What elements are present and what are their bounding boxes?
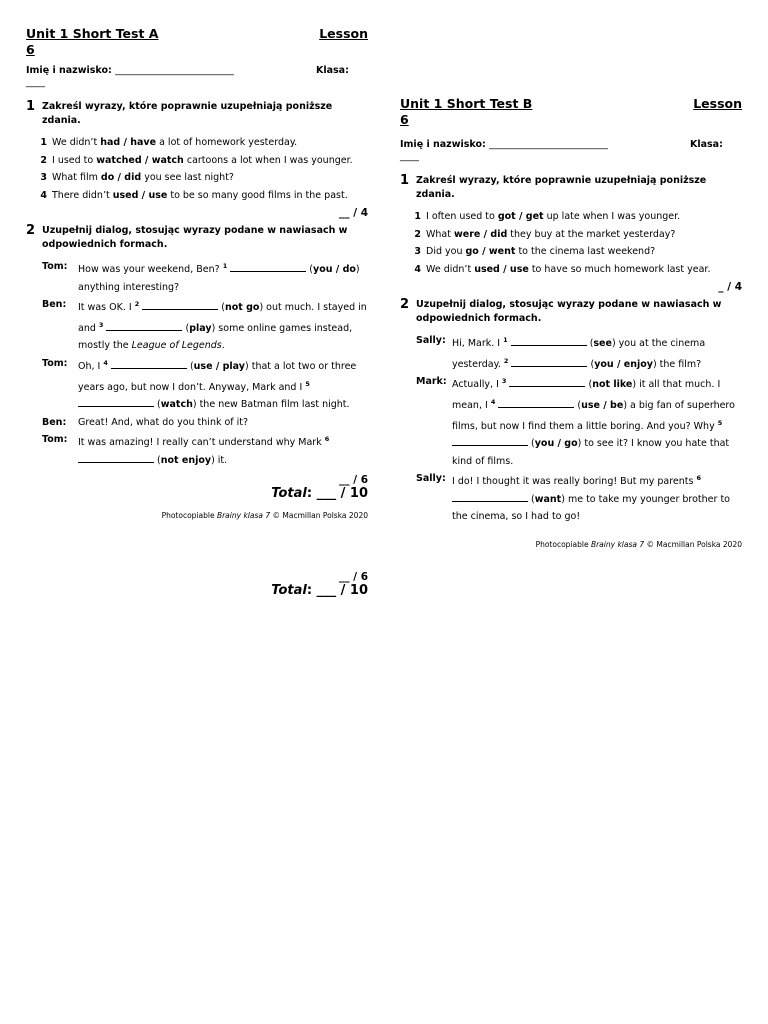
dialog-line: Tom: How was your weekend, Ben? $^1$ (you / do) anything interesting? (26, 258, 368, 296)
speaker: Mark: (416, 376, 447, 388)
test-a-task1-number: 1 (26, 99, 36, 114)
answer-choice[interactable]: were / did (453, 228, 508, 240)
test-a-name-label: Imię i nazwisko: (26, 65, 112, 76)
test-a-task1-instruction: Zakreśl wyrazy, które poprawnie uzupełniają poniższe zdania. (42, 101, 333, 126)
list-item: 1 I often used to got / get up late when I was younger. (414, 211, 681, 222)
test-b-dialog (400, 332, 742, 526)
test-a-task1-header (26, 100, 368, 128)
list-item: 4 We didn’t used / use to have so much homework last year. (414, 263, 711, 275)
list-item: 2 What were / did they buy at the market yesterday? (414, 228, 676, 240)
answer-blank[interactable] (230, 262, 306, 272)
speaker: Sally: (416, 473, 446, 485)
answer-blank[interactable] (142, 300, 218, 310)
test-a-task2-instruction: Uzupełnij dialog, stosując wyrazy podane w nawiasach w odpowiednich formach. (42, 225, 348, 250)
dialog-line: Sally: Hi, Mark. I $^1$ (see) you at the cinema yesterday. $^2$ (you / enjoy) the film? (400, 332, 742, 373)
answer-choice[interactable]: used / use (474, 263, 529, 275)
answer-choice[interactable]: go / went (465, 246, 516, 257)
test-b-task2-instruction: Uzupełnij dialog, stosując wyrazy podane w nawiasach w odpowiednich formach. (416, 299, 722, 324)
test-a-task2-score: __ / 6 (339, 474, 368, 487)
test-a (26, 26, 368, 520)
test-b-task1-score: _ / 4 (718, 281, 742, 293)
test-b-task1-items (400, 208, 742, 278)
test-a-name-row (26, 64, 368, 78)
test-b-class-line: ____ (400, 151, 419, 162)
test-a-title: Unit 1 Short Test A (26, 26, 159, 41)
test-b-header (400, 96, 742, 112)
test-a-photocopy: Photocopiable Brainy klasa 7 © Macmillan Polska 2020 (161, 511, 368, 521)
test-a-task1-items (26, 134, 368, 204)
total-value: : ___ / 10 (306, 583, 368, 598)
answer-blank[interactable] (78, 453, 154, 463)
answer-blank[interactable] (511, 336, 587, 346)
total-value: : ___ / 10 (306, 486, 368, 502)
answer-blank[interactable] (78, 397, 154, 407)
dialog-line: Mark: Actually, I $^3$ (not like) it all that much. I mean, I $^4$ (use / be) a big fan of superhero films, but now I find them a little boring. And you? Why $^5$ (you / go) to see it? I know you hate that kind of films. (400, 373, 742, 470)
bottom-task-score: __ / 6 (339, 571, 368, 583)
answer-blank[interactable] (509, 377, 585, 387)
speaker: Tom: (42, 357, 68, 369)
answer-blank[interactable] (452, 492, 528, 502)
test-a-lesson-number: 6 (26, 42, 35, 57)
test-a-class-label: Klasa: (316, 65, 349, 76)
test-a-task2-number: 2 (26, 223, 36, 238)
test-b-photocopy: Photocopiable Brainy klasa 7 © Macmillan Polska 2020 (535, 539, 742, 549)
test-b-name-line: _________________________ (489, 139, 608, 150)
test-a-dialog (26, 258, 368, 469)
test-b (400, 96, 742, 549)
test-a-header (26, 26, 368, 42)
list-item: 1 We didn’t had / have a lot of homework yesterday. (40, 137, 298, 148)
dialog-line: Tom: It was amazing! I really can’t understand why Mark $^6$ (not enjoy) it. (26, 431, 368, 469)
answer-blank[interactable] (511, 357, 587, 367)
speaker: Sally: (416, 335, 446, 346)
test-a-class-line: ____ (26, 77, 45, 88)
answer-blank[interactable] (452, 436, 528, 446)
test-b-lesson-number: 6 (400, 112, 409, 127)
test-b-task1-header (400, 174, 742, 202)
test-b-name-label: Imię i nazwisko: (400, 139, 486, 150)
list-item: 3 What film do / did you see last night? (40, 172, 234, 183)
speaker: Tom: (42, 261, 68, 272)
test-a-name-line: _________________________ (115, 65, 234, 76)
bottom-score-block (26, 568, 368, 598)
answer-blank[interactable] (106, 321, 182, 331)
total-label: Total (271, 486, 307, 502)
test-a-total (26, 487, 368, 501)
list-item: 3 Did you go / went to the cinema last weekend? (414, 246, 656, 257)
answer-choice[interactable]: watched / watch (96, 154, 184, 166)
dialog-line: Sally: I do! I thought it was really boring! But my parents $^6$ (want) me to take my younger brother to the cinema, so I had to go! (400, 470, 742, 526)
test-b-class-label: Klasa: (690, 139, 723, 150)
dialog-line: Ben: It was OK. I $^2$ (not go) out much. I stayed in and $^3$ (play) some online games instead, mostly the League of Legends. (26, 296, 368, 355)
list-item: 2 I used to watched / watch cartoons a lot when I was younger. (40, 154, 353, 166)
list-item: 4 There didn’t used / use to be so many good films in the past. (40, 189, 348, 201)
test-b-task1-instruction: Zakreśl wyrazy, które poprawnie uzupełniają poniższe zdania. (416, 175, 707, 200)
test-a-task1-score: __ / 4 (339, 207, 368, 219)
speaker: Ben: (42, 299, 67, 311)
test-b-task2-number: 2 (400, 297, 410, 312)
dialog-line: Ben: Great! And, what do you think of it? (26, 414, 368, 432)
test-b-lesson-label: Lesson (693, 96, 742, 111)
test-b-task1-number: 1 (400, 173, 410, 188)
test-b-task2-header (400, 298, 742, 326)
test-a-lesson-label: Lesson (319, 26, 368, 41)
total-label: Total (271, 583, 307, 598)
answer-blank[interactable] (498, 398, 574, 408)
test-a-task2-header (26, 224, 368, 252)
speaker: Tom: (42, 434, 68, 446)
answer-choice[interactable]: do / did (100, 172, 142, 183)
answer-choice[interactable]: had / have (100, 137, 157, 148)
answer-blank[interactable] (111, 359, 187, 369)
bottom-total (26, 584, 368, 598)
dialog-line: Tom: Oh, I $^4$ (use / play) that a lot two or three years ago, but now I don’t. Anyway, Mark and I $^5$ (watch) the new Batman film last night. (26, 355, 368, 414)
speaker: Ben: (42, 416, 67, 428)
answer-choice[interactable]: got / get (497, 211, 544, 222)
test-b-name-row (400, 138, 742, 152)
test-b-title: Unit 1 Short Test B (400, 96, 533, 111)
answer-choice[interactable]: used / use (112, 189, 168, 201)
